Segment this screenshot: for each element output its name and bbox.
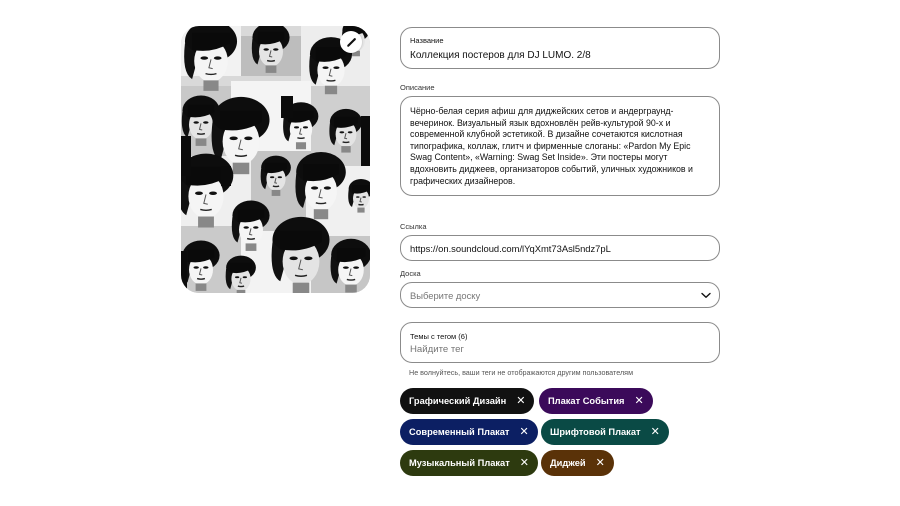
close-icon[interactable]: ✕: [650, 425, 660, 438]
tag-chip-label: Плакат События: [548, 396, 625, 406]
close-icon[interactable]: ✕: [516, 394, 526, 407]
tag-chip-label: Графический Дизайн: [409, 396, 507, 406]
tags-search-input[interactable]: [410, 344, 700, 355]
board-label: Доска: [400, 269, 421, 278]
tags-label: Темы с тегом (6): [410, 332, 468, 341]
close-icon[interactable]: ✕: [634, 394, 644, 407]
board-placeholder: Выберите доску: [410, 290, 481, 301]
tags-field[interactable]: [400, 322, 720, 363]
tag-chip[interactable]: [539, 388, 653, 414]
close-icon[interactable]: ✕: [595, 456, 605, 469]
tag-chip[interactable]: [541, 419, 669, 445]
close-icon[interactable]: ✕: [519, 425, 529, 438]
tag-chip[interactable]: [541, 450, 614, 476]
title-field[interactable]: [400, 27, 720, 69]
tag-chip[interactable]: [400, 388, 534, 414]
tags-hint: Не волнуйтесь, ваши теги не отображаются другим пользователям: [409, 368, 634, 377]
title-input[interactable]: Коллекция постеров для DJ LUMO. 2/8: [410, 50, 591, 61]
edit-image-button[interactable]: [340, 31, 362, 53]
link-input[interactable]: https://on.soundcloud.com/lYqXmt73Asl5ndz7pL: [410, 243, 611, 254]
chevron-down-icon[interactable]: [701, 292, 711, 299]
pencil-icon: [346, 37, 357, 48]
tag-chip[interactable]: [400, 419, 538, 445]
close-icon[interactable]: ✕: [519, 456, 530, 469]
tag-chip-label: Диджей: [550, 458, 586, 468]
description-textarea[interactable]: Чёрно-белая серия афиш для диджейских сетов и андерграунд-вечеринок. Визуальный язык вдохновлён рейв-культурой 90-х и современной клубной эстетикой. В дизайне сочетаются кислотная типографика, коллаж, глитч и фирменные слоганы: «Pardon My Epic Swag Content», «Warning: Swag Set Inside». Эти постеры могут вдохновить диджеев, организаторов событий, уличных художников и графических дизайнеров.: [410, 106, 693, 186]
tag-chip-label: Музыкальный Плакат: [409, 458, 510, 468]
link-field[interactable]: [400, 235, 720, 261]
pin-image: [181, 26, 370, 293]
board-select[interactable]: [400, 282, 720, 308]
description-field[interactable]: [400, 96, 720, 196]
link-label: Ссылка: [400, 222, 427, 231]
description-label: Описание: [400, 83, 435, 92]
tag-chip[interactable]: [400, 450, 538, 476]
tag-chip-label: Шрифтовой Плакат: [550, 427, 641, 437]
tag-chip-label: Современный Плакат: [409, 427, 510, 437]
title-label: Название: [410, 36, 444, 45]
poster-collage-image: [181, 26, 370, 293]
